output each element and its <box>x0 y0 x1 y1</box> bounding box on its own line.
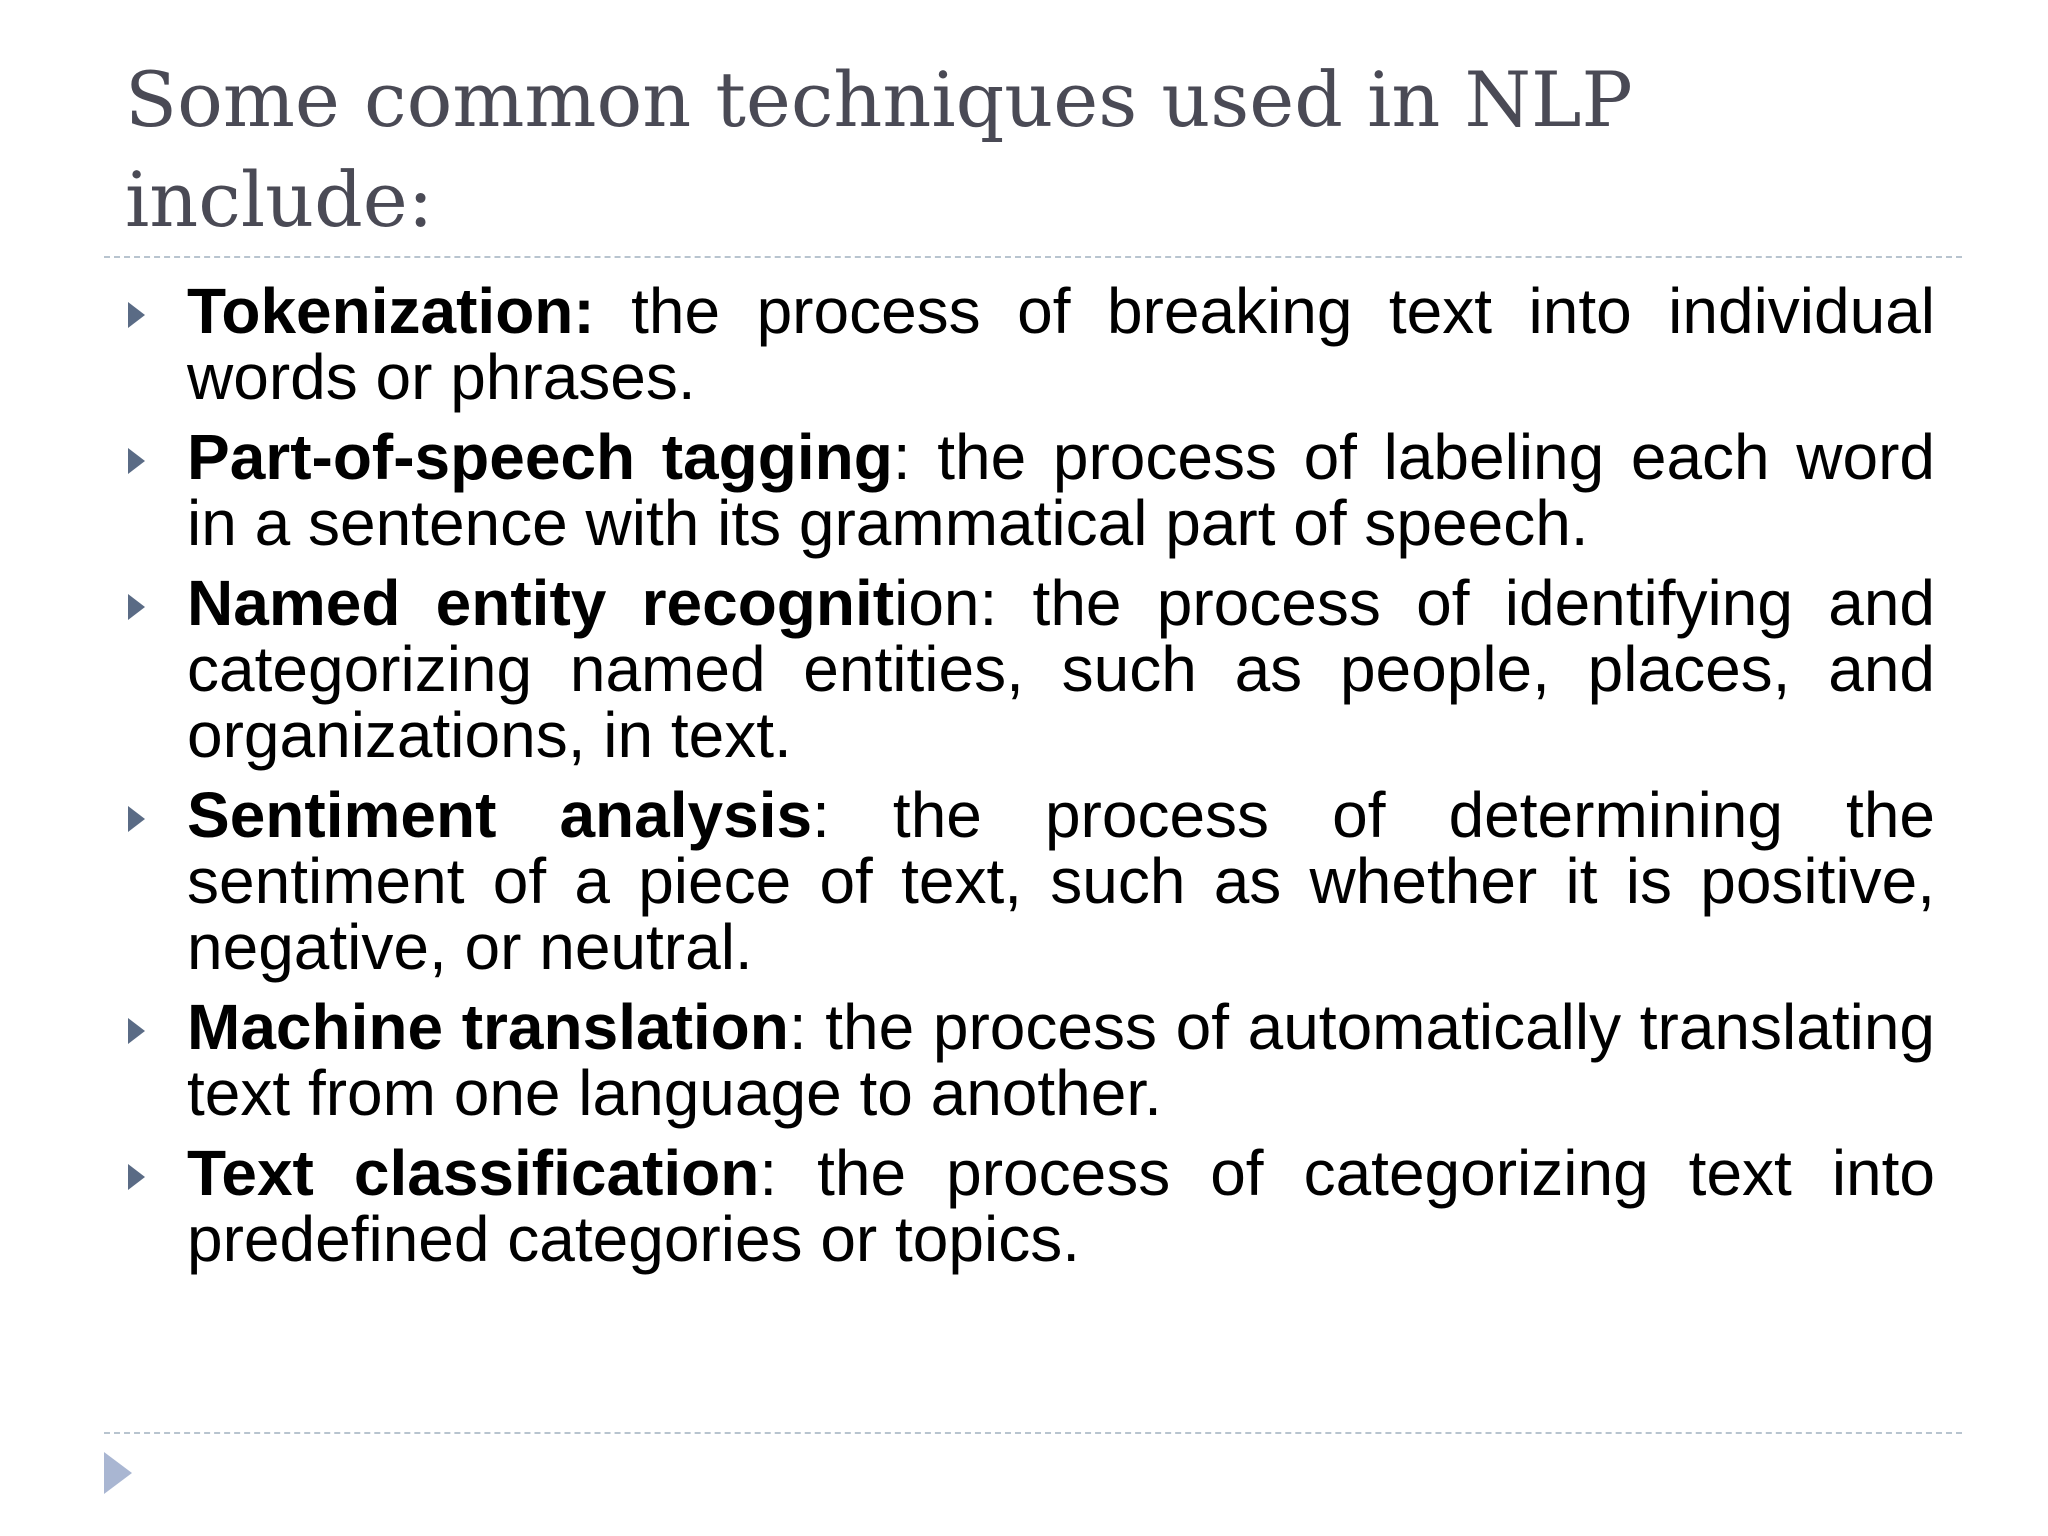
bullet-list <box>125 275 1936 1286</box>
bullet-description: : the process of categorizing text into predefined categories or topics. <box>187 1137 1935 1275</box>
triangle-right-icon <box>128 594 145 620</box>
bullet-term: Machine translation <box>187 991 789 1063</box>
bullet-description: : the process of automatically translating text from one language to another. <box>187 991 1936 1129</box>
slide-title: Some common techniques used in NLP include: <box>125 55 1633 244</box>
triangle-right-icon <box>128 448 145 474</box>
triangle-right-icon <box>128 302 145 328</box>
triangle-right-icon <box>128 1164 145 1190</box>
bullet-description: the process of breaking text into individual words or phrases. <box>187 275 1935 413</box>
title-divider <box>104 256 1962 258</box>
bullet-item-translation <box>125 991 1936 1129</box>
footer-divider <box>104 1432 1962 1434</box>
bullet-term: Text classification <box>187 1137 760 1209</box>
bullet-term: Named entity recognit <box>187 567 895 639</box>
bullet-item-classification <box>125 1137 1935 1275</box>
bullet-description: ion: the process of identifying and categorizing named entities, such as people, places, and organizations, in text. <box>187 567 1936 771</box>
triangle-right-icon <box>128 806 145 832</box>
triangle-right-icon <box>128 1018 145 1044</box>
bullet-term: Tokenization: <box>187 275 595 347</box>
bullet-term: Part-of-speech tagging <box>187 421 893 493</box>
bullet-item-tokenization <box>125 275 1935 413</box>
bullet-item-pos-tagging <box>125 421 1936 559</box>
bullet-item-ner <box>125 567 1936 771</box>
bullet-item-sentiment <box>125 779 1936 983</box>
bullet-term: Sentiment analysis <box>187 779 813 851</box>
bullet-description: : the process of labeling each word in a sentence with its grammatical part of speech. <box>187 421 1936 559</box>
next-slide-arrow-icon[interactable] <box>104 1452 132 1494</box>
bullet-description: : the process of determining the sentiment of a piece of text, such as whether it is positive, negative, or neutral. <box>187 779 1936 983</box>
